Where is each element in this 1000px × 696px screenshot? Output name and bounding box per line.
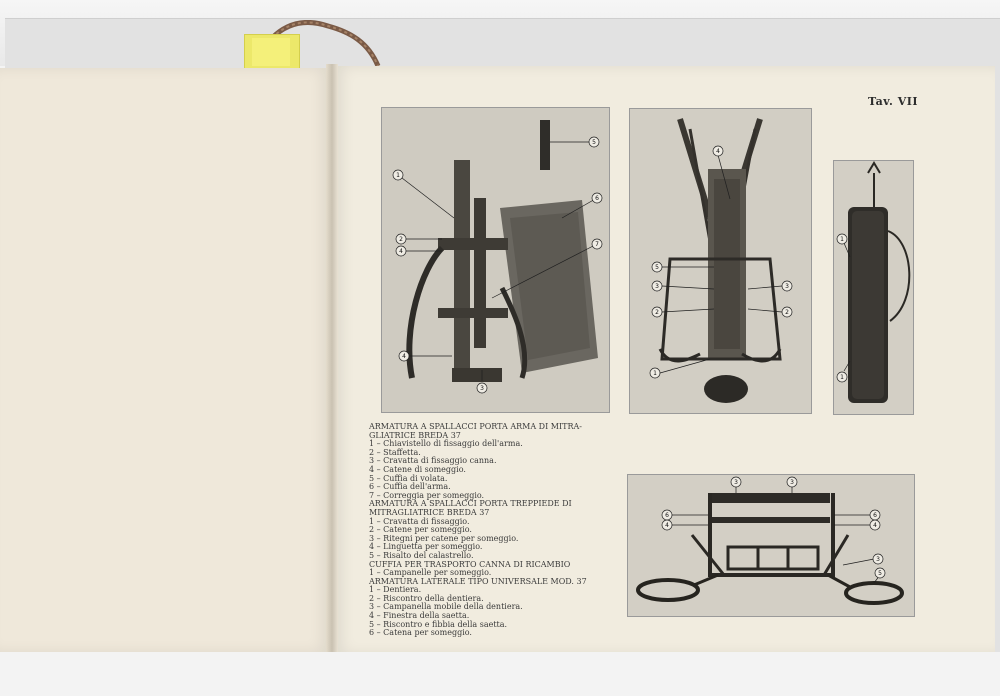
caption-item: 1 – Cravatta di fissaggio. [369,516,470,526]
caption-heading: ARMATURA LATERALE TIPO UNIVERSALE MOD. 37 [369,576,587,586]
caption-item: 3 – Cravatta di fissaggio canna. [369,456,497,466]
photo-barrel-cover [833,160,914,415]
caption-heading: ARMATURA A SPALLACCI PORTA TREPPIEDE DI [369,499,572,509]
caption-item: 1 – Campanelle per someggio. [369,568,492,578]
plate-caption [369,423,621,638]
caption-section-backpack-weapon [369,423,621,500]
photo-side-frame [627,474,915,617]
callout-label: 5 [592,139,596,146]
caption-item: 4 – Finestra della saetta. [369,611,470,621]
caption-heading: MITRAGLIATRICE BREDA 37 [369,507,490,517]
caption-item: 4 – Linguetta per someggio. [369,542,483,552]
caption-item: 5 – Risalto del calastrello. [369,550,474,560]
callout-label: 3 [876,556,880,563]
book-gutter [326,64,338,656]
callout-label: 5 [655,264,659,271]
callout-label: 3 [790,479,794,486]
caption-item: 1 – Chiavistello di fissaggio dell'arma. [369,439,523,449]
caption-item: 1 – Dentiera. [369,585,422,595]
callout-label: 5 [878,570,882,577]
caption-section-tripod [369,500,621,560]
callout-label: 1 [653,370,657,377]
caption-item: 6 – Cuffia dell'arma. [369,482,451,492]
callout-label: 4 [716,148,720,155]
caption-item: 3 – Campanella mobile della dentiera. [369,602,523,612]
callout-label: 2 [655,309,659,316]
photo-tripod-frame [629,108,812,414]
callout-label: 3 [734,479,738,486]
callout-label: 2 [785,309,789,316]
caption-item: 5 – Cuffia di volata. [369,473,448,483]
callout-label: 7 [595,241,599,248]
callout-label: 4 [402,353,406,360]
caption-heading: ARMATURA A SPALLACCI PORTA ARMA DI MITRA- [369,422,582,431]
caption-item: 2 – Riscontro della dentiera. [369,593,484,603]
callout-label: 6 [873,512,877,519]
caption-item: 2 – Staffetta. [369,447,421,457]
caption-heading: GLIATRICE BREDA 37 [369,430,461,440]
plate-number: Tav. VII [868,95,919,108]
caption-heading: CUFFIA PER TRASPORTO CANNA DI RICAMBIO [369,559,571,569]
callout-label: 6 [665,512,669,519]
callout-label: 1 [840,374,844,381]
caption-item: 5 – Riscontro e fibbia della saetta. [369,619,508,629]
callout-label: 3 [480,385,484,392]
callout-label: 4 [665,522,669,529]
caption-section-barrel-cover [369,561,621,578]
callout-label: 1 [396,172,400,179]
caption-section-side-frame [369,578,621,638]
caption-item: 6 – Catena per someggio. [369,628,472,638]
callout-label: 3 [785,283,789,290]
caption-item: 7 – Correggia per someggio. [369,490,485,500]
callout-label: 4 [873,522,877,529]
callout-label: 1 [840,236,844,243]
caption-item: 2 – Catene per someggio. [369,525,472,535]
caption-item: 4 – Catene di someggio. [369,464,466,474]
sticky-note-tab-front [252,38,290,66]
callout-label: 3 [655,283,659,290]
callout-label: 2 [399,236,403,243]
callout-label: 4 [399,248,403,255]
caption-item: 3 – Ritegni per catene per someggio. [369,533,519,543]
callout-label: 6 [595,195,599,202]
left-page-blank [0,68,332,652]
scanner-bottom-edge [0,652,1000,696]
photo-backpack-weapon [381,107,610,413]
